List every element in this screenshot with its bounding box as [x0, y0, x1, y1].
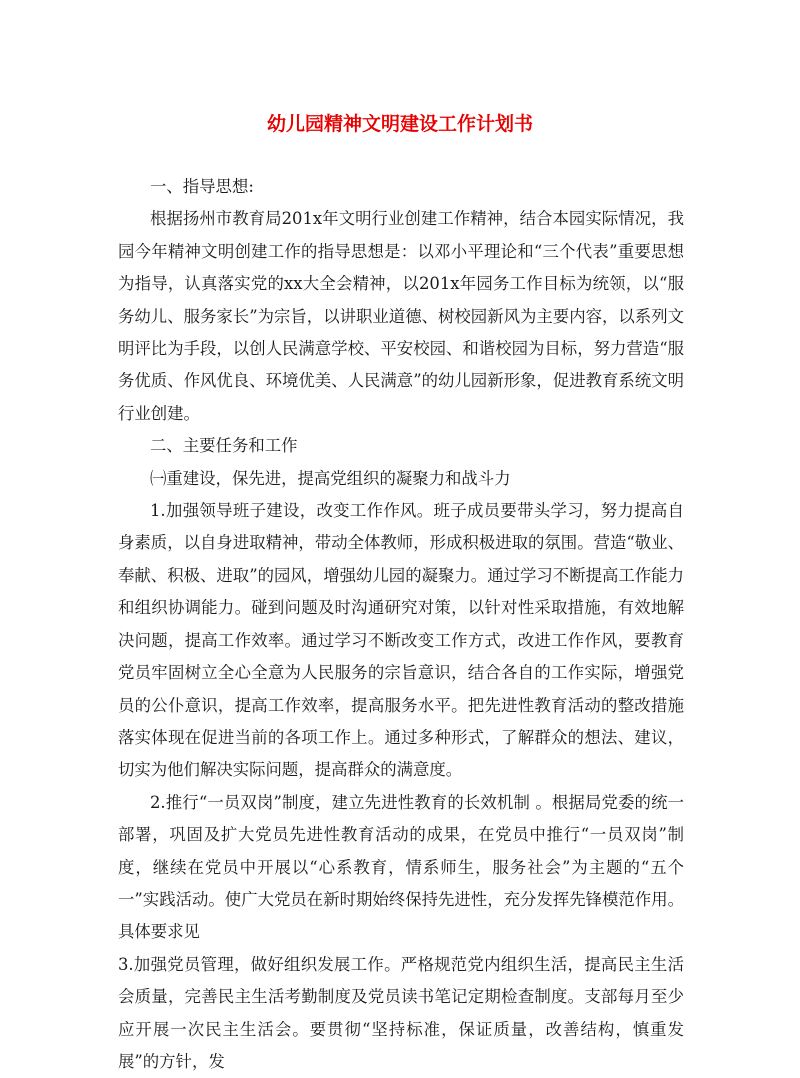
paragraph-guiding-ideology: 根据扬州市教育局201x年文明行业创建工作精神，结合本园实际情况，我园今年精神文明创建工作的指导思想是：以邓小平理论和“三个代表”重要思想为指导，认真落实党的xx大全会精神，以201x年园务工作目标为统领，以“服务幼儿、服务家长”为宗旨，以讲职业道德、树校园新风为主要内容，以系列文明评比为手段，以创人民满意学校、平安校园、和谐校园为目标，努力营造“服务优质、作风优良、环境优美、人民满意”的幼儿园新形象，促进教育系统文明行业创建。: [118, 209, 684, 423]
document-title: 幼儿园精神文明建设工作计划书: [266, 113, 533, 135]
paragraph-item-2: 2.推行“一员双岗”制度，建立先进性教育的长效机制 。根据局党委的统一部署，巩固及扩大党员先进性教育活动的成果，在党员中推行“一员双岗”制度，继续在党员中开展以“心系教育，情系师生，服务社会”为主题的“五个一”实践活动。使广大党员在新时期始终保持先进性，充分发挥先锋模范作用。具体要求见: [118, 792, 684, 942]
subsection-heading-party-building: ㈠重建设，保先进，提高党组织的凝聚力和战斗力: [150, 468, 511, 488]
paragraph-item-3: 3.加强党员管理，做好组织发展工作。严格规范党内组织生活，提高民主生活会质量，完善民主生活考勤制度及党员读书笔记定期检查制度。支部每月至少应开展一次民主生活会。要贯彻“坚持标准，保证质量，改善结构，慎重发展”的方针，发: [118, 954, 684, 1071]
document-body: [118, 171, 684, 1078]
section-heading-guiding-ideology: 一、指导思想:: [150, 177, 254, 196]
paragraph-item-1: 1.加强领导班子建设，改变工作作风。班子成员要带头学习，努力提高自身素质，以自身进取精神，带动全体教师，形成积极进取的氛围。营造“敬业、奉献、积极、进取”的园风，增强幼儿园的凝聚力。通过学习不断提高工作能力和组织协调能力。碰到问题及时沟通研究对策，以针对性采取措施，有效地解决问题，提高工作效率。通过学习不断改变工作方式，改进工作作风，要教育党员牢固树立全心全意为人民服务的宗旨意识，结合各自的工作实际，增强党员的公仆意识，提高工作效率，提高服务水平。把先进性教育活动的整改措施落实体现在促进当前的各项工作上。通过多种形式，了解群众的想法、建议，切实为他们解决实际问题，提高群众的满意度。: [118, 501, 684, 780]
section-heading-main-tasks: 二、主要任务和工作: [150, 436, 298, 456]
